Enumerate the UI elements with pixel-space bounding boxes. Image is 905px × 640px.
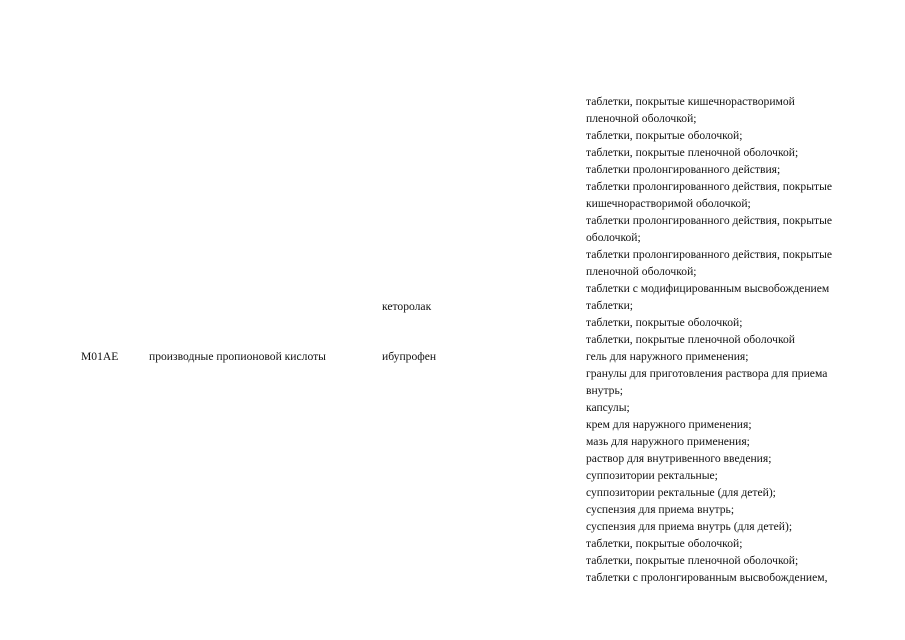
dosage-form-line: таблетки; (586, 299, 634, 312)
drug-name-ibuprofen: ибупрофен (382, 350, 437, 363)
dosage-form-line: суспензия для приема внутрь; (586, 503, 735, 516)
dosage-form-line: таблетки, покрытые кишечнорастворимой (586, 95, 795, 108)
dosage-form-line: таблетки пролонгированного действия; (586, 163, 781, 176)
dosage-form-line: оболочкой; (586, 231, 641, 244)
dosage-form-line: кишечнорастворимой оболочкой; (586, 197, 751, 210)
dosage-forms-list (586, 93, 886, 586)
dosage-form-line: пленочной оболочкой; (586, 112, 697, 125)
dosage-form-line: таблетки пролонгированного действия, покрытые (586, 214, 833, 227)
dosage-form-line: пленочной оболочкой; (586, 265, 697, 278)
dosage-form-line: гранулы для приготовления раствора для приема (586, 367, 828, 380)
dosage-form-line: мазь для наружного применения; (586, 435, 750, 448)
dosage-form-line: раствор для внутривенного введения; (586, 452, 772, 465)
dosage-form-line: таблетки, покрытые оболочкой; (586, 316, 743, 329)
dosage-form-line: суспензия для приема внутрь (для детей); (586, 520, 793, 533)
dosage-form-line: внутрь; (586, 384, 623, 397)
dosage-form-line: таблетки с модифицированным высвобождением (586, 282, 830, 295)
dosage-form-line: таблетки, покрытые пленочной оболочкой; (586, 146, 799, 159)
drug-name-ketorolac: кеторолак (382, 300, 432, 313)
dosage-form-line: таблетки пролонгированного действия, покрытые (586, 248, 833, 261)
dosage-form-line: таблетки, покрытые пленочной оболочкой (586, 333, 795, 346)
dosage-form-line: гель для наружного применения; (586, 350, 749, 363)
pharmacological-group: производные пропионовой кислоты (149, 350, 326, 363)
dosage-form-line: крем для наружного применения; (586, 418, 752, 431)
dosage-form-line: таблетки, покрытые оболочкой; (586, 129, 743, 142)
atc-code: M01AE (81, 350, 119, 363)
dosage-form-line: таблетки, покрытые оболочкой; (586, 537, 743, 550)
dosage-form-line: суппозитории ректальные; (586, 469, 718, 482)
dosage-form-line: суппозитории ректальные (для детей); (586, 486, 776, 499)
dosage-form-line: таблетки пролонгированного действия, покрытые (586, 180, 833, 193)
dosage-form-line: таблетки с пролонгированным высвобождением, (586, 571, 828, 584)
dosage-form-line: капсулы; (586, 401, 630, 414)
dosage-form-line: таблетки, покрытые пленочной оболочкой; (586, 554, 799, 567)
